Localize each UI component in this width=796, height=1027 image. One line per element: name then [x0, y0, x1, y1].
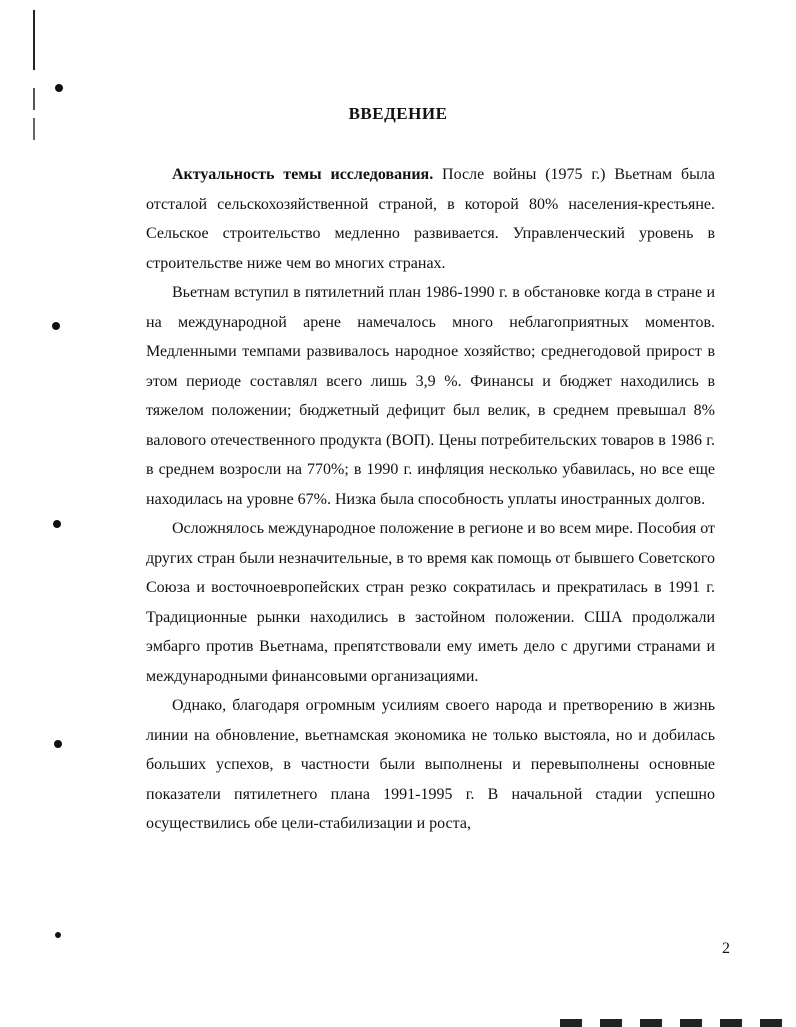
binder-hole-mark [55, 84, 63, 92]
binder-hole-mark [52, 322, 60, 330]
paragraph-lead: Актуальность темы исследования. [172, 166, 434, 183]
paragraph: Осложнялось международное положение в регионе и во всем мире. Пособия от других стран были незначительные, в то время как помощь от бывшего Советского Союза и восточноевропейских стран резко сократилась и прекратилась в 1991 г. Традиционные рынки находились в застойном положении. США продолжали эмбарго против Вьетнама, препятствовали ему иметь дело с другими странами и международными финансовыми организациями. [146, 520, 715, 685]
scan-margin-line [33, 10, 35, 70]
scan-bottom-marks [560, 1019, 796, 1027]
paragraph: Вьетнам вступил в пятилетний план 1986-1990 г. в обстановке когда в стране и на международной арене намечалось много неблагоприятных моментов. Медленными темпами развивалось народное хозяйство; среднегодовой прирост в этом периоде составлял всего лишь 3,9 %. Финансы и бюджет находились в тяжелом положении; бюджетный дефицит был велик, в среднем превышал 8% валового отечественного продукта (ВОП). Цены потребительских товаров в 1986 г. в среднем возросли на 770%; в 1990 г. инфляция несколько убавилась, но все еще находилась на уровне 67%. Низка была способность уплаты иностранных долгов. [146, 284, 715, 508]
binder-hole-mark [53, 520, 61, 528]
document-body [146, 160, 715, 839]
paragraph-relevance [146, 160, 715, 278]
paragraph-text: После войны (1975 г.) Вьетнам была отсталой сельскохозяйственной страной, в которой 80% населения-крестьяне. Сельское строительство медленно развивается. Управленческий уровень в строительстве ниже чем во многих странах. [146, 166, 716, 272]
binder-hole-mark [54, 740, 62, 748]
paragraph: Однако, благодаря огромным усилиям своего народа и претворению в жизнь линии на обновление, вьетнамская экономика не только выстояла, но и добилась больших успехов, в частности были выполнены и перевыполнены основные показатели пятилетнего плана 1991-1995 г. В начальной стадии успешно осуществились обе цели-стабилизации и роста, [146, 697, 715, 832]
page-title: ВВЕДЕНИЕ [348, 104, 448, 123]
binder-hole-mark [55, 932, 61, 938]
page-number: 2 [722, 940, 730, 957]
